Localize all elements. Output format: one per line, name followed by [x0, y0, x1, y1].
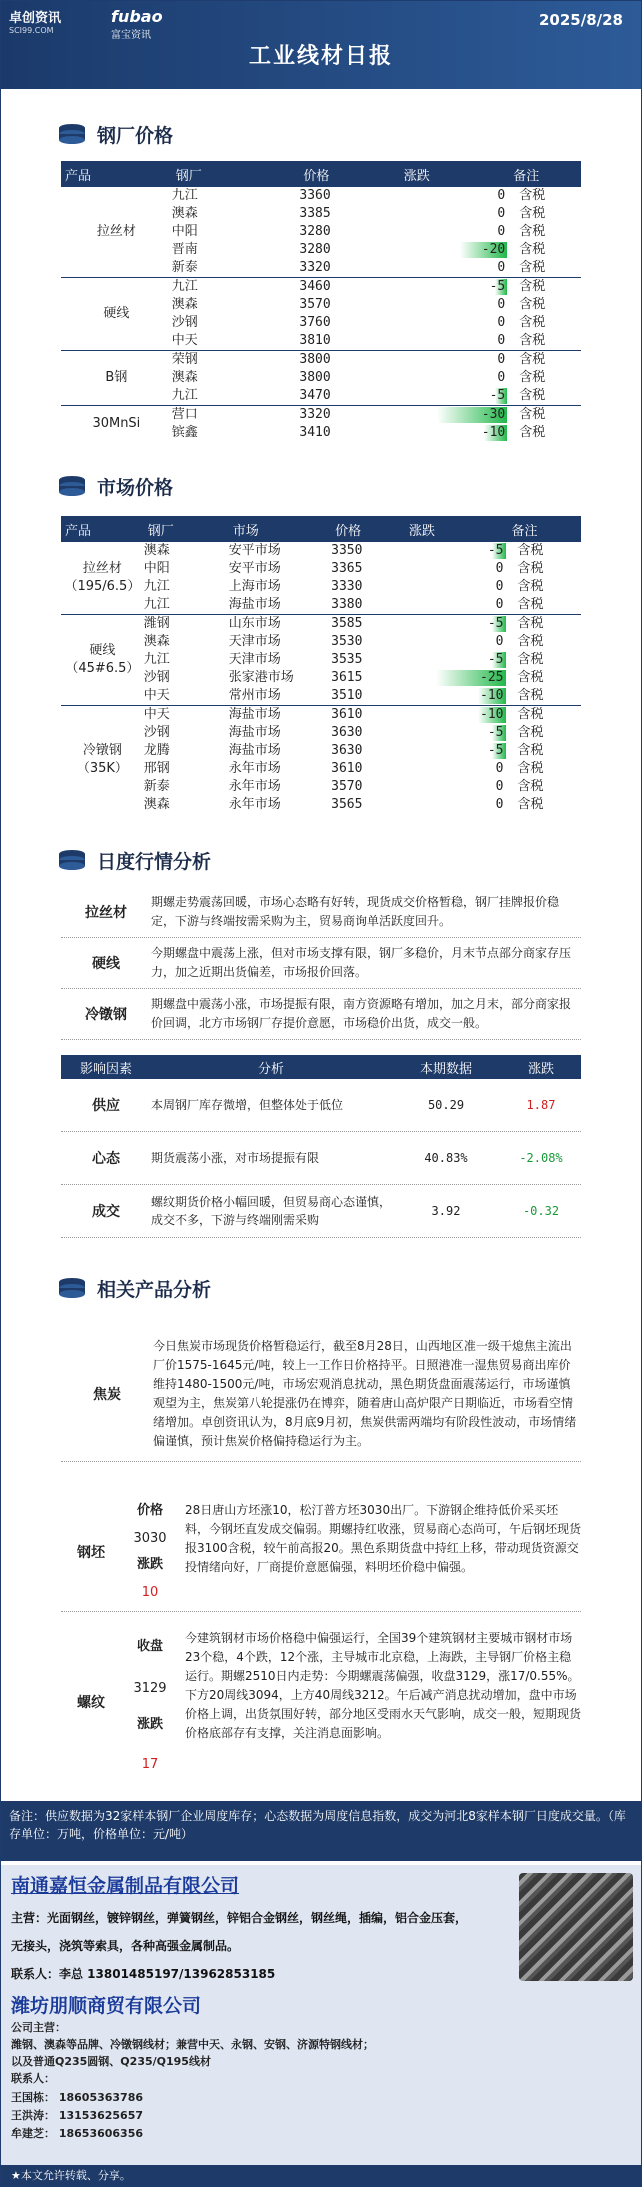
change-cell — [405, 615, 508, 634]
market-cell: 山东市场 — [229, 615, 331, 634]
note-cell: 含税 — [508, 615, 582, 634]
header-cell: 钢厂 — [144, 516, 229, 542]
note-cell: 含税 — [517, 688, 544, 703]
change-value: -10 — [481, 425, 506, 440]
header-cell: 价格 — [299, 161, 399, 187]
billet-price: 3030 — [133, 1531, 167, 1546]
change-cell — [400, 387, 509, 406]
change-value: 0 — [497, 333, 506, 348]
daily-text: 期螺盘中震荡小涨，市场提振有限，南方资源略有增加，加之月末，部分商家报价回调，北方市场钢厂存提价意愿，市场稳价出货，成交一般。 — [151, 997, 572, 1030]
related-billet — [61, 1501, 581, 1612]
daily-analysis-list — [61, 887, 581, 1040]
change-value: -5 — [487, 725, 504, 740]
factor-value: 40.83% — [424, 1151, 468, 1165]
note-cell: 含税 — [519, 425, 546, 440]
daily-label: 冷镦钢 — [85, 1007, 127, 1023]
rebar-chg: 17 — [141, 1757, 159, 1772]
product-name: 硬线 — [89, 643, 116, 658]
note-cell: 含税 — [509, 351, 581, 370]
product-spec: （195/6.5） — [64, 579, 141, 594]
price-cell: 3320 — [299, 406, 399, 425]
mill-cell: 沙钢 — [143, 725, 170, 740]
factor-header-cell: 分析 — [257, 1061, 284, 1077]
mill-cell: 中阳 — [171, 224, 198, 239]
change-value: 0 — [495, 561, 504, 576]
rebar-price: 3129 — [133, 1681, 167, 1696]
mill-cell: 营口 — [172, 406, 300, 425]
company2-name[interactable]: 潍坊朋顺商贸有限公司 — [11, 1995, 202, 2017]
market-cell: 张家港市场 — [228, 670, 294, 685]
product-cell: 硬线 — [61, 278, 172, 351]
market-cell: 天津市场 — [228, 652, 281, 667]
table-row — [61, 278, 581, 297]
note-cell: 含税 — [519, 242, 546, 257]
price-cell: 3510 — [331, 688, 363, 703]
daily-row — [61, 989, 581, 1040]
product-cell — [61, 706, 144, 815]
daily-label: 拉丝材 — [85, 905, 127, 921]
mill-cell: 中天 — [143, 688, 170, 703]
note-cell: 含税 — [509, 278, 581, 297]
mill-cell: 邢钢 — [143, 761, 170, 776]
change-cell — [400, 278, 509, 297]
factor-analysis: 期货震荡小涨，对市场提振有限 — [151, 1151, 320, 1165]
header-cell: 备注 — [509, 161, 581, 187]
note-cell: 含税 — [519, 333, 546, 348]
market-cell: 永年市场 — [228, 761, 281, 776]
price-cell: 3610 — [331, 706, 405, 725]
market-cell: 永年市场 — [228, 779, 281, 794]
section-mill-prices — [57, 119, 173, 149]
mill-cell: 澳森 — [143, 797, 170, 812]
company2-line3: 以及普通Q235圆钢、Q235/Q195线材 — [11, 2055, 211, 2068]
price-cell: 3460 — [299, 278, 399, 297]
note-cell: 含税 — [517, 797, 544, 812]
change-value: -20 — [481, 242, 506, 257]
mill-cell: 晋南 — [171, 242, 198, 257]
price-cell: 3385 — [299, 206, 331, 221]
header-cell: 涨跌 — [400, 161, 509, 187]
note-cell: 含税 — [519, 224, 546, 239]
change-value: -10 — [480, 688, 504, 703]
price-cell: 3330 — [331, 579, 363, 594]
change-cell — [400, 223, 509, 241]
factor-header — [61, 1055, 581, 1079]
change-cell — [405, 778, 508, 796]
header-cell: 产品 — [61, 161, 172, 187]
section-title: 市场价格 — [97, 476, 174, 499]
change-value: -5 — [487, 543, 504, 558]
note-cell: 含税 — [519, 315, 546, 330]
report-date: 2025/8/28 — [538, 11, 623, 29]
company2-line4: 联系人： — [11, 2072, 55, 2085]
price-cell: 3380 — [331, 597, 363, 612]
factor-analysis: 本周钢厂库存微增，但整体处于低位 — [151, 1098, 344, 1112]
change-cell — [400, 369, 509, 387]
price-cell: 3410 — [299, 425, 331, 440]
note-cell: 含税 — [519, 297, 546, 312]
change-value: 0 — [495, 634, 504, 649]
logo1-name: 卓创资讯 — [9, 11, 62, 26]
note-cell: 含税 — [517, 761, 544, 776]
note-cell: 含税 — [517, 561, 544, 576]
header-cell: 价格 — [331, 516, 405, 542]
change-cell — [405, 724, 508, 742]
mill-cell: 澳森 — [171, 297, 198, 312]
factor-table — [61, 1055, 581, 1238]
billet-label: 钢坯 — [77, 1545, 105, 1561]
footer-note: ★本文允许转载、分享。 — [1, 2165, 641, 2187]
factor-label: 心态 — [92, 1151, 120, 1167]
price-cell: 3360 — [299, 188, 331, 203]
change-value: 0 — [495, 579, 504, 594]
change-cell — [405, 633, 508, 651]
related-rebar — [61, 1629, 581, 1775]
product-name: 冷镦钢 — [82, 743, 122, 758]
coke-label: 焦炭 — [93, 1387, 121, 1403]
price-cell: 3615 — [331, 670, 363, 685]
change-cell — [400, 187, 509, 205]
change-cell — [405, 651, 508, 669]
change-value: 0 — [497, 315, 506, 330]
factor-row — [61, 1079, 581, 1132]
note-cell: 含税 — [517, 725, 544, 740]
change-cell — [400, 332, 509, 351]
change-cell — [400, 259, 509, 278]
product-cell: 30MnSi — [61, 406, 172, 443]
logo1-sub: SCI99.COM — [9, 26, 54, 35]
market-price-table — [61, 516, 581, 814]
change-value: 0 — [495, 779, 504, 794]
note-cell: 含税 — [519, 188, 546, 203]
product-spec: （45#6.5） — [65, 661, 140, 676]
company1-name[interactable]: 南通嘉恒金属制品有限公司 — [11, 1875, 240, 1897]
market-cell: 上海市场 — [228, 579, 281, 594]
price-cell: 3810 — [299, 333, 331, 348]
table-header-row — [61, 516, 581, 542]
price-cell: 3570 — [331, 779, 363, 794]
market-cell: 安平市场 — [228, 543, 281, 558]
product-name: 拉丝材 — [82, 561, 122, 576]
factor-header-cell: 本期数据 — [419, 1061, 472, 1077]
billet-chg: 10 — [141, 1585, 159, 1600]
mill-cell: 澳森 — [171, 206, 198, 221]
change-value: -5 — [487, 652, 504, 667]
change-value: 0 — [495, 761, 504, 776]
change-value: 0 — [495, 797, 504, 812]
company1-line2: 无接头，浇筑等索具，各种高强金属制品。 — [11, 1939, 240, 1953]
note-cell: 含税 — [519, 206, 546, 221]
factor-label: 成交 — [92, 1204, 120, 1220]
product-cell: 拉丝材 — [96, 224, 136, 239]
rebar-chg-label: 涨跌 — [136, 1717, 163, 1732]
market-cell: 天津市场 — [228, 634, 281, 649]
change-value: 0 — [495, 597, 504, 612]
note-cell: 含税 — [517, 743, 544, 758]
daily-text: 今期螺盘中震荡上涨，但对市场支撑有限，钢厂多稳价，月末节点部分商家存压力，加之近期出货偏差，市场报价回落。 — [151, 946, 572, 979]
change-value: -5 — [487, 616, 504, 631]
billet-text: 28日唐山方坯涨10，松汀普方坯3030出厂。下游钢企维持低价采买坯料，今钢坯直发成交偏弱。期螺持红收涨，贸易商心态尚可，午后钢坯现货报3100含税，较午前高报20。黑色系期货盘中持红上移，带动现货资源交投情绪向好，厂商提价意愿偏强，料明坯价稳中偏强。 — [185, 1503, 582, 1574]
wire-rope-image — [519, 1873, 633, 1981]
change-value: 0 — [497, 352, 506, 367]
header-cell: 涨跌 — [405, 516, 508, 542]
mill-cell: 中天 — [171, 333, 198, 348]
change-cell — [400, 351, 509, 370]
factor-analysis: 螺纹期货价格小幅回暖，但贸易商心态谨慎，成交不多，下游与终端刚需采购 — [151, 1195, 392, 1227]
factor-label: 供应 — [92, 1098, 120, 1114]
company2-line1: 公司主营： — [11, 2021, 66, 2034]
price-cell: 3530 — [331, 634, 363, 649]
note-cell: 含税 — [517, 579, 544, 594]
company1-line1: 主营：光面钢丝，镀锌钢丝，弹簧钢丝，锌铝合金钢丝，钢丝绳，插编，铝合金压套， — [11, 1911, 468, 1925]
change-cell — [400, 241, 509, 259]
product-cell — [61, 615, 144, 706]
note-cell: 含税 — [519, 370, 546, 385]
price-cell: 3320 — [299, 260, 331, 275]
price-cell: 3630 — [331, 725, 363, 740]
mill-cell: 九江 — [143, 579, 170, 594]
change-value: 0 — [497, 188, 506, 203]
mill-cell: 新泰 — [171, 260, 198, 275]
related-coke — [61, 1337, 581, 1462]
daily-text: 期螺走势震荡回暖，市场心态略有好转，现货成交价格暂稳，钢厂挂牌报价稳定，下游与终端按需采购为主，贸易商询单活跃度回升。 — [151, 895, 560, 928]
coke-text: 今日焦炭市场现货价格暂稳运行，截至8月28日，山西地区准一级干熄焦主流出厂价1575-1645元/吨，较上一工作日价格持平。日照港准一湿焦贸易商出库价维持1480-1500元/吨，市场宏观消息扰动，黑色期货盘面震荡运行，市场谨慎观望为主，焦炭第八轮提涨仍在博弈，随着唐山高炉限产日期临近，市场看空情绪增加。卓创资讯认为，8月底9月初，焦炭供需两端均有阶段性波动，市场情绪偏谨慎，预计焦炭价格偏持稳运行为主。 — [153, 1339, 577, 1448]
price-cell: 3630 — [331, 743, 363, 758]
change-value: 0 — [497, 297, 506, 312]
footnote: 备注：供应数据为32家样本钢厂企业周度库存；心态数据为周度信息指数，成交为河北8家样本钢厂日度成交量。（库存单位：万吨，价格单位：元/吨） — [1, 1801, 641, 1861]
factor-row — [61, 1185, 581, 1238]
company2-line2: 潍钢、澳森等品牌、冷镦钢线材；兼营中天、永钢、安钢、济源特钢线材； — [11, 2038, 374, 2051]
section-title: 日度行情分析 — [97, 850, 212, 873]
change-value: 0 — [497, 370, 506, 385]
factor-header-cell: 涨跌 — [527, 1061, 554, 1077]
change-cell — [405, 796, 508, 814]
section-daily-analysis — [57, 845, 211, 875]
advert-company-2 — [1, 1991, 641, 2167]
change-cell — [405, 742, 508, 760]
price-cell: 3350 — [331, 543, 363, 558]
section-market-prices — [57, 471, 173, 501]
mill-cell: 中天 — [144, 706, 229, 725]
daily-label: 硬线 — [92, 956, 120, 972]
mill-cell: 镔鑫 — [171, 425, 198, 440]
change-value: 0 — [497, 260, 506, 275]
mill-cell: 沙钢 — [171, 315, 198, 330]
change-value: -5 — [487, 743, 504, 758]
product-spec: （35K） — [76, 761, 128, 776]
company2-contact1: 王国栋： 18605363786 — [11, 2091, 144, 2104]
mill-price-table — [61, 161, 581, 442]
change-cell — [405, 706, 508, 725]
header-cell: 产品 — [61, 516, 144, 542]
change-cell — [405, 596, 508, 615]
note-cell: 含税 — [517, 652, 544, 667]
market-cell: 常州市场 — [228, 688, 281, 703]
mill-cell: 澳森 — [143, 543, 170, 558]
change-cell — [400, 424, 509, 442]
note-cell: 含税 — [519, 388, 546, 403]
price-cell: 3570 — [299, 297, 331, 312]
table-row — [61, 542, 581, 560]
mill-cell: 九江 — [143, 652, 170, 667]
table-row — [61, 615, 581, 634]
change-cell — [405, 760, 508, 778]
change-cell — [400, 296, 509, 314]
note-cell: 含税 — [517, 670, 544, 685]
note-cell: 含税 — [517, 634, 544, 649]
header-cell: 市场 — [229, 516, 331, 542]
market-cell: 海盐市场 — [228, 597, 281, 612]
product-cell: B钢 — [61, 351, 172, 406]
report-title: 工业线材日报 — [248, 44, 393, 69]
change-value: -5 — [489, 279, 506, 294]
price-cell: 3800 — [299, 370, 331, 385]
report-header — [1, 1, 641, 89]
change-cell — [405, 542, 508, 560]
header-cell: 备注 — [508, 516, 582, 542]
daily-row — [61, 938, 581, 989]
factor-change: -2.08% — [519, 1151, 563, 1165]
factor-value: 3.92 — [431, 1204, 461, 1218]
mill-cell: 澳森 — [143, 634, 170, 649]
billet-chg-label: 涨跌 — [136, 1557, 163, 1572]
factor-header-cell: 影响因素 — [79, 1061, 132, 1077]
rebar-text: 今建筑钢材市场价格稳中偏强运行，全国39个建筑钢材主要城市钢材市场23个稳，4个跌，12个涨，主导城市北京稳，上海跌，主导钢厂价格主稳运行。期螺2510日内走势：今期螺震荡偏强，收盘3129，涨17/0.55%。下方20周线3094，上方40周线3212。午后减产消息扰动增加，盘中市场价格上调，出货氛围好转，部分地区受雨水天气影响，成交一般，短期现货价格底部存有支撑，关注消息面影响。 — [185, 1631, 582, 1740]
change-value: -30 — [481, 407, 506, 422]
section-title: 钢厂价格 — [97, 124, 174, 147]
mill-cell: 九江 — [171, 388, 198, 403]
change-value: 0 — [497, 224, 506, 239]
market-cell: 海盐市场 — [228, 725, 281, 740]
factor-value: 50.29 — [427, 1098, 465, 1112]
stack-icon — [57, 475, 87, 497]
market-cell: 永年市场 — [228, 797, 281, 812]
note-cell: 含税 — [519, 260, 546, 275]
daily-row — [61, 887, 581, 938]
mill-cell: 九江 — [171, 188, 198, 203]
table-header-row — [61, 161, 581, 187]
price-cell: 3760 — [299, 315, 331, 330]
rebar-stats — [121, 1629, 179, 1775]
market-cell: 海盐市场 — [228, 743, 281, 758]
change-value: 0 — [497, 206, 506, 221]
change-value: -25 — [480, 670, 504, 685]
note-cell: 含税 — [509, 406, 581, 425]
mill-cell: 龙腾 — [143, 743, 170, 758]
factor-change: -0.32 — [522, 1204, 560, 1218]
change-value: -10 — [480, 707, 504, 722]
mill-cell: 新泰 — [143, 779, 170, 794]
logo2-sub: 富宝资讯 — [111, 30, 151, 41]
mill-cell: 九江 — [143, 597, 170, 612]
factor-row — [61, 1132, 581, 1185]
mill-cell: 荣钢 — [172, 351, 300, 370]
billet-stats — [121, 1501, 179, 1603]
change-cell — [405, 669, 508, 687]
price-cell: 3470 — [299, 388, 331, 403]
stack-icon — [57, 1277, 87, 1299]
table-row — [61, 406, 581, 425]
mill-cell: 九江 — [172, 278, 300, 297]
price-cell: 3280 — [299, 224, 331, 239]
price-cell: 3365 — [331, 561, 363, 576]
price-cell: 3800 — [299, 351, 399, 370]
product-cell — [61, 542, 144, 615]
mill-cell: 潍钢 — [144, 615, 229, 634]
mill-cell: 中阳 — [143, 561, 170, 576]
change-cell — [400, 314, 509, 332]
change-value: -5 — [489, 388, 506, 403]
factor-change: 1.87 — [526, 1098, 556, 1112]
price-cell: 3280 — [299, 242, 331, 257]
section-related-analysis — [57, 1273, 211, 1303]
price-cell: 3535 — [331, 652, 363, 667]
change-cell — [405, 578, 508, 596]
note-cell: 含税 — [517, 543, 544, 558]
billet-price-label: 价格 — [136, 1503, 163, 1518]
price-cell: 3585 — [331, 615, 405, 634]
mill-cell: 沙钢 — [143, 670, 170, 685]
table-row — [61, 187, 581, 205]
mill-cell: 澳森 — [171, 370, 198, 385]
rebar-price-label: 收盘 — [136, 1639, 163, 1654]
table-row — [61, 351, 581, 370]
note-cell: 含税 — [517, 779, 544, 794]
stack-icon — [57, 849, 87, 871]
market-cell: 安平市场 — [228, 561, 281, 576]
section-title: 相关产品分析 — [97, 1278, 212, 1301]
stack-icon — [57, 123, 87, 145]
change-cell — [405, 560, 508, 578]
rebar-label: 螺纹 — [77, 1695, 105, 1711]
price-cell: 3610 — [331, 761, 363, 776]
company1-contact: 联系人：李总 13801485197/13962853185 — [11, 1967, 276, 1981]
company2-contact2: 王洪涛： 13153625657 — [11, 2109, 144, 2122]
market-cell: 海盐市场 — [229, 706, 331, 725]
change-cell — [400, 205, 509, 223]
header-cell: 钢厂 — [172, 161, 300, 187]
note-cell: 含税 — [508, 706, 582, 725]
table-row — [61, 706, 581, 725]
change-cell — [400, 406, 509, 425]
change-cell — [405, 687, 508, 706]
company2-contact3: 牟建芝： 18653606356 — [11, 2127, 144, 2140]
note-cell: 含税 — [517, 597, 544, 612]
price-cell: 3565 — [331, 797, 363, 812]
logo2-name: fubao — [111, 7, 163, 26]
